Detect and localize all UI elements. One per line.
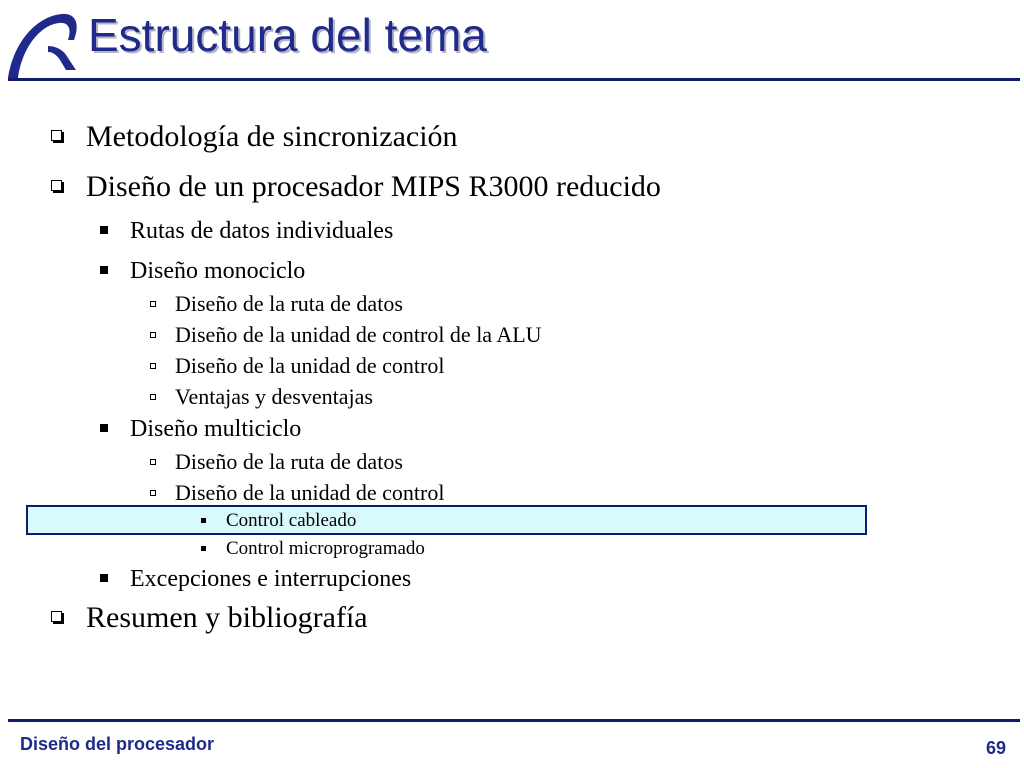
hollow-square-bullet-icon — [150, 394, 156, 400]
checkbox-bullet-icon — [51, 180, 62, 191]
footer-divider — [8, 719, 1020, 722]
outline-item: Diseño multiciclo — [130, 416, 302, 442]
small-square-bullet-icon — [201, 518, 206, 523]
outline-item: Diseño de la ruta de datos — [175, 291, 403, 316]
title-divider — [8, 78, 1020, 81]
swoosh-logo-icon — [4, 10, 80, 80]
hollow-square-bullet-icon — [150, 301, 156, 307]
hollow-square-bullet-icon — [150, 332, 156, 338]
page-number: 69 — [985, 738, 1006, 758]
current-topic-highlight — [26, 505, 867, 535]
checkbox-bullet-icon — [51, 130, 62, 141]
square-bullet-icon — [100, 574, 108, 582]
outline-item: Metodología de sincronización — [86, 120, 458, 153]
hollow-square-bullet-icon — [150, 363, 156, 369]
outline-item: Excepciones e interrupciones — [130, 566, 412, 592]
outline-item: Diseño de un procesador MIPS R3000 reducido — [86, 170, 661, 203]
square-bullet-icon — [100, 424, 108, 432]
slide-title: Estructura del tema — [88, 9, 487, 61]
outline-item: Rutas de datos individuales — [130, 218, 394, 244]
footer-course-title: Diseño del procesador — [20, 734, 215, 754]
hollow-square-bullet-icon — [150, 490, 156, 496]
outline-item: Diseño monociclo — [130, 258, 306, 284]
square-bullet-icon — [100, 226, 108, 234]
square-bullet-icon — [100, 266, 108, 274]
outline-item-current: Control cableado — [226, 510, 357, 531]
hollow-square-bullet-icon — [150, 459, 156, 465]
outline-item: Resumen y bibliografía — [86, 601, 368, 634]
outline-item: Diseño de la unidad de control — [175, 353, 445, 378]
outline-item: Diseño de la unidad de control de la ALU — [175, 322, 542, 347]
small-square-bullet-icon — [201, 546, 206, 551]
outline-item: Diseño de la unidad de control — [175, 480, 445, 505]
outline-item: Diseño de la ruta de datos — [175, 449, 403, 474]
checkbox-bullet-icon — [51, 611, 62, 622]
outline-item: Control microprogramado — [226, 538, 425, 559]
outline-item: Ventajas y desventajas — [175, 384, 373, 409]
